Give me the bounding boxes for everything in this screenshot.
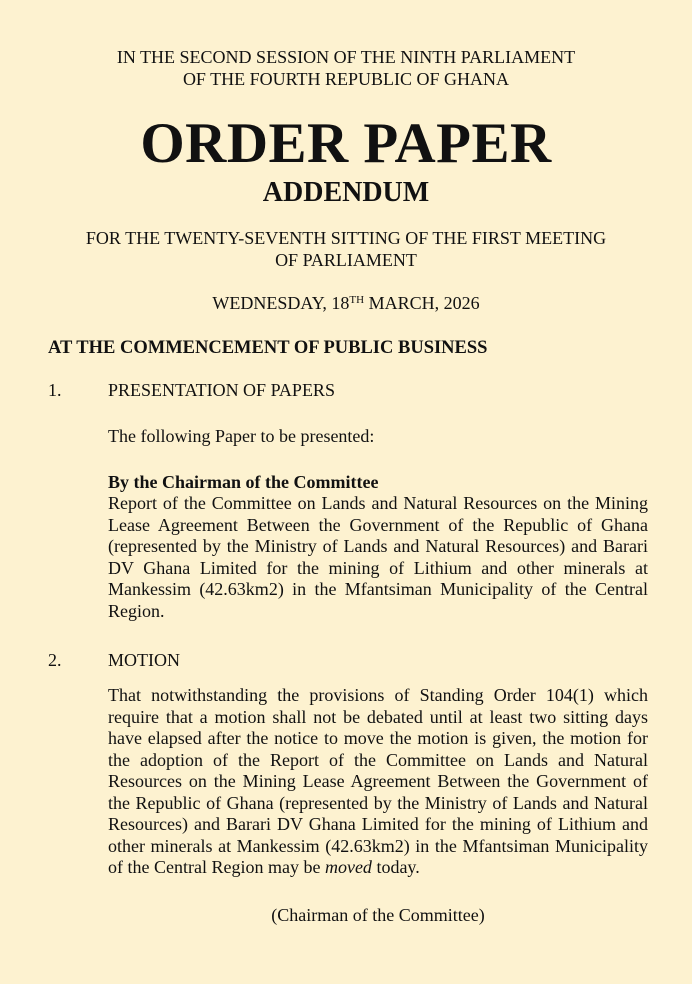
section-heading: AT THE COMMENCEMENT OF PUBLIC BUSINESS	[48, 338, 488, 358]
motion-emphasis: moved	[324, 857, 372, 877]
item-intro-1: The following Paper to be presented:	[108, 426, 375, 446]
date-ordinal: TH	[349, 294, 365, 306]
date-prefix: WEDNESDAY, 18	[212, 293, 350, 313]
motion-text	[108, 685, 648, 879]
session-line-2: OF THE FOURTH REPUBLIC OF GHANA	[182, 69, 510, 89]
motion-end: today.	[371, 857, 420, 877]
presenter-byline: By the Chairman of the Committee	[108, 472, 379, 492]
item-heading-2: MOTION	[108, 650, 180, 670]
item-number-2: 2.	[48, 650, 62, 670]
sitting-line-1: FOR THE TWENTY-SEVENTH SITTING OF THE FIRST MEETING	[85, 228, 607, 248]
document-subtitle: ADDENDUM	[262, 177, 430, 208]
item-heading-1: PRESENTATION OF PAPERS	[108, 380, 335, 400]
sitting-date	[0, 292, 692, 314]
date-suffix: MARCH, 2026	[364, 293, 480, 313]
session-heading	[0, 46, 692, 90]
session-line-1: IN THE SECOND SESSION OF THE NINTH PARLIAMENT	[116, 47, 576, 67]
sitting-line-2: OF PARLIAMENT	[275, 250, 417, 270]
document-title: ORDER PAPER	[140, 112, 552, 175]
paper-description: Report of the Committee on Lands and Natural Resources on the Mining Lease Agreement Between the Government of the Republic of Ghana (represented by the Ministry of Lands and Natural Resources) and Barari DV Ghana Limited for the mining of Lithium and other minerals at Mankessim (42.63km2) in the Mfantsiman Municipality of the Central Region.	[108, 493, 648, 621]
motion-body: That notwithstanding the provisions of Standing Order 104(1) which require that a motion shall not be debated until at least two sitting days have elapsed after the notice to move the motion is given, the motion for the adoption of the Report of the Committee on Lands and Natural Resources on the Mining Lease Agreement Between the Government of the Republic of Ghana (represented by the Ministry of Lands and Natural Resources) and Barari DV Ghana Limited for the mining of Lithium and other minerals at Mankessim (42.63km2) in the Mfantsiman Municipality of the Central Region may be	[108, 685, 648, 877]
item-number-1: 1.	[48, 380, 62, 400]
mover-attribution: (Chairman of the Committee)	[271, 905, 485, 925]
sitting-heading	[0, 227, 692, 271]
